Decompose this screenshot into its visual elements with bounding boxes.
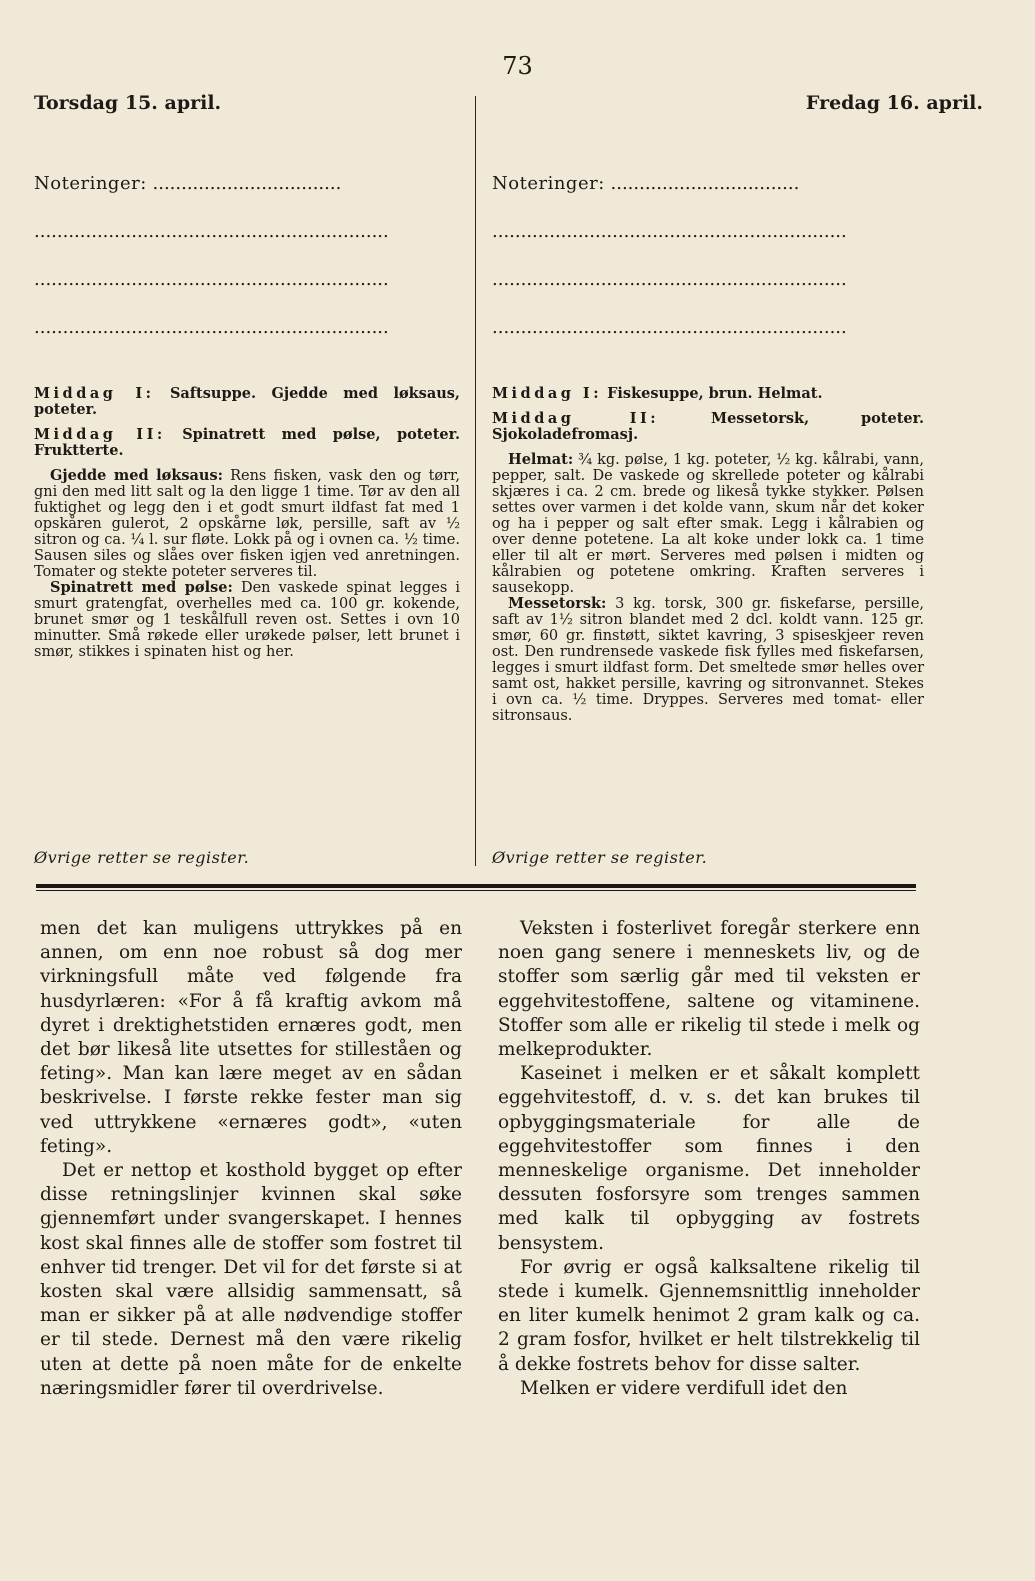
notes-line: .............................................................. <box>492 269 847 290</box>
article-left-column <box>40 917 462 1401</box>
notes-label: Noteringer: <box>34 173 147 194</box>
recipe-title: Spinatrett med pølse: <box>50 579 233 596</box>
thursday-heading: Torsdag 15. april. <box>34 92 222 114</box>
section-rule <box>36 884 916 891</box>
middag1-label: Middag I: <box>34 385 155 402</box>
thursday-menu <box>34 386 460 660</box>
notes-line: .............................................................. <box>34 221 389 242</box>
recipe-text: Den vaskede spinat legges i smurt gratengfat, overhelles med ca. 100 gr. kokende, brunet smør og 1 teskålfull reven ost. Settes i ovn 10 minutter. Små røkede eller urøkede pølser, lett brunet i smør, stikkes i spinaten hist og her. <box>34 580 460 660</box>
middag1-text: Saftsuppe. Gjedde med løksaus, poteter. <box>34 385 460 418</box>
recipe-title: Gjedde med løksaus: <box>50 467 223 484</box>
article-paragraph: Det er nettop et kosthold bygget op efter disse retningslinjer kvinnen skal søke gjennemført under svangerskapet. I hennes kost skal finnes alle de stoffer som fostret til enhver tid trenger. Det vil for det første si at kosten skal være allsidig sammensatt, så man er sikker på at alle nødvendige stoffer er til stede. Dernest må den være rikelig uten at dette på noen måte for de enkelte næringsmidler fører til overdrivelse. <box>40 1160 462 1399</box>
middag2-label: Middag II: <box>34 426 166 443</box>
thursday-notes: Noteringer: ................................. .............................................................. .............................................................. .............................................................. <box>34 170 460 362</box>
middag2-text: Messetorsk, poteter. Sjokoladefromasj. <box>492 410 924 443</box>
notes-line: .............................................................. <box>492 317 847 338</box>
recipe-text: Rens fisken, vask den og tørr, gni den med litt salt og la den ligge 1 time. Tør av den all fuktighet og legg den i et godt smurt ildfast fat med 1 opskåren gulerot, 2 opskårne løk, persille, saft av ½ sitron og ca. ¼ l. sur fløte. Lokk på og i ovnen ca. ½ time. Sausen siles og slåes over fisken igjen ved anretningen. Tomater og stekte poteter serveres til. <box>34 468 460 580</box>
recipe-text: 3 kg. torsk, 300 gr. fiskefarse, persille, saft av 1½ sitron blandet med 2 dcl. koldt vann. 125 gr. smør, 60 gr. finstøtt, siktet kavring, 3 spiseskjeer reven ost. Den rundrensede vaskede fisk fylles med fiskefarsen, legges i smurt ildfast form. Det smeltede smør helles over samt ost, hakket persille, kavring og sitronvannet. Stekes i ovn ca. ½ time. Dryppes. Serveres med tomat- eller sitronsaus. <box>492 596 925 724</box>
friday-recipes <box>492 452 924 724</box>
friday-notes: Noteringer: ................................. .............................................................. .............................................................. .............................................................. <box>492 170 924 362</box>
middag2-text: Spinatrett med pølse, poteter. Fruktterte. <box>34 426 460 459</box>
article-paragraph: Melken er videre verdifull idet den <box>520 1377 848 1399</box>
article-paragraph: Veksten i fosterlivet foregår sterkere enn noen gang senere i menneskets liv, og de stoffer som særlig går med til veksten er eggehvitestoffene, saltene og vitaminene. Stoffer som alle er rikelig til stede i melk og melkeprodukter. <box>498 918 920 1061</box>
middag1-text: Fiskesuppe, brun. Helmat. <box>607 385 823 402</box>
thursday-footer: Øvrige retter se register. <box>34 848 250 867</box>
notes-line: .............................................................. <box>34 317 389 338</box>
thursday-recipes <box>34 468 460 660</box>
friday-footer: Øvrige retter se register. <box>492 848 708 867</box>
friday-menu <box>492 386 924 724</box>
recipe-text: ¾ kg. pølse, 1 kg. poteter, ½ kg. kålrabi, vann, pepper, salt. De vaskede og skrellede poteter og kålrabi skjæres i ca. 2 cm. brede og likeså tykke stykker. Pølsen settes over varmen i det kolde vann, skum når det koker og ha i pepper og salt efter smak. Legg i kålrabien og over denne potetene. La alt koke under lokk ca. 1 time eller til alt er mørt. Serveres med pølsen i midten og kålrabien og potetene omkring. Kraften serveres i sausekopp. <box>492 452 924 596</box>
friday-heading: Fredag 16. april. <box>805 92 983 114</box>
article-right-column <box>498 917 920 1401</box>
middag2-label: Middag II: <box>492 410 660 427</box>
column-divider <box>475 96 476 866</box>
notes-label: Noteringer: <box>492 173 605 194</box>
article-paragraph: For øvrig er også kalksaltene rikelig til stede i kumelk. Gjennemsnittlig inneholder en liter kumelk henimot 2 gram kalk og ca. 2 gram fosfor, hvilket er helt tilstrekkelig til å dekke fostrets behov for disse salter. <box>498 1256 920 1375</box>
notes-line: .............................................................. <box>34 269 389 290</box>
page-number: 73 <box>502 52 533 80</box>
notes-line: .............................................................. <box>492 221 847 242</box>
recipe-title: Messetorsk: <box>508 595 607 612</box>
article-paragraph: men det kan muligens uttrykkes på en annen, om enn noe robust så dog mer virkningsfull måte ved følgende fra husdyrlæren: «For å få kraftig avkom må dyret i drektighetstiden ernæres godt, men det bør likeså lite utsettes for stilleståen og feting». Man kan lære meget av en sådan beskrivelse. I første rekke fester man sig ved uttrykkene «ernæres godt», «uten feting». <box>40 918 462 1157</box>
recipe-title: Helmat: <box>508 451 574 468</box>
middag1-label: Middag I: <box>492 385 603 402</box>
article-paragraph: Kaseinet i melken er et såkalt komplett eggehvitestoff, d. v. s. det kan brukes til opbyggingsmateriale for alle de eggehvitestoffer som finnes i den menneskelige organisme. Det inneholder dessuten fosforsyre som trenges sammen med kalk til opbygging av fostrets bensystem. <box>498 1063 920 1254</box>
